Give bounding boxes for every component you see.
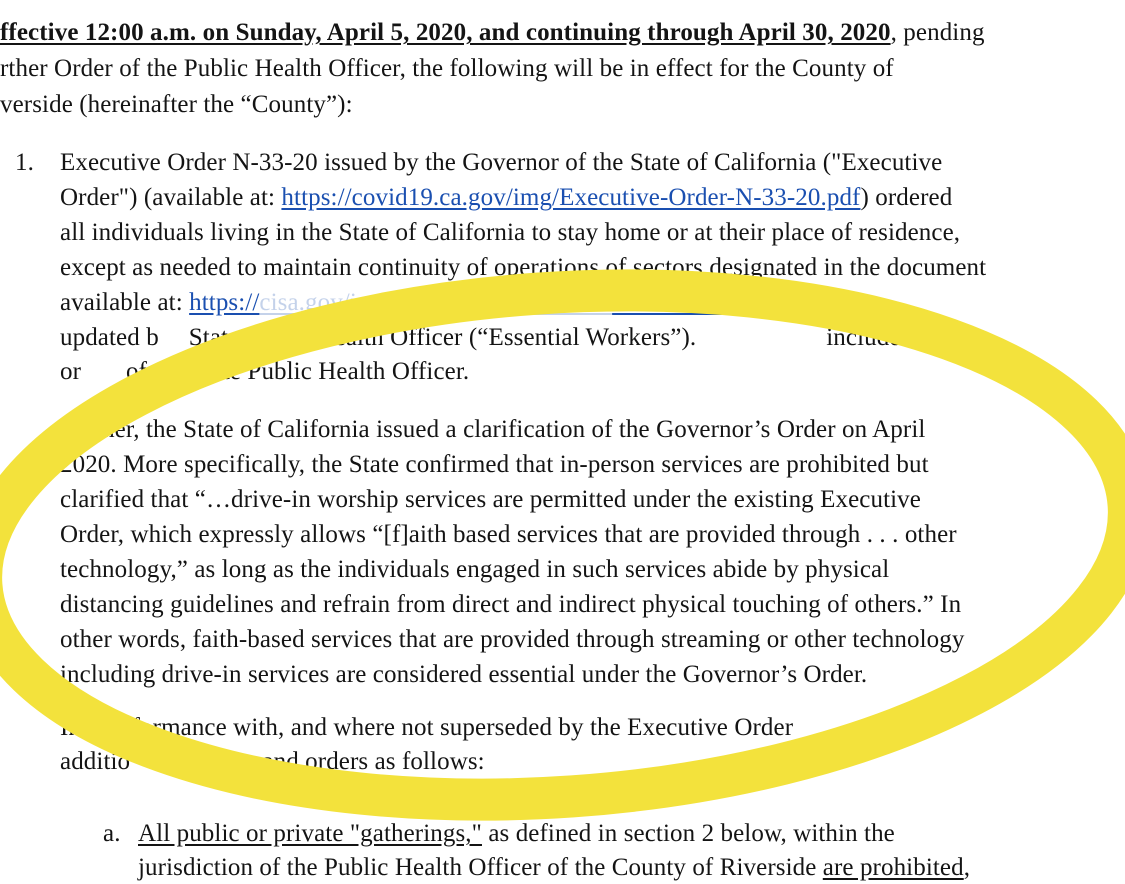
clarification-line-5: technology,” as long as the individuals engaged in such services abide by physical: [60, 556, 890, 583]
item-a-line-1: All public or private "gatherings," as defined in section 2 below, within the: [138, 820, 895, 847]
essential-workers-link[interactable]: https://cisa.gov/img/EssentialCriticalInfrastructureWorkers.pdf: [189, 289, 826, 316]
item-1-line-3: all individuals living in the State of California to stay home or at their place of residence,: [60, 219, 961, 246]
item-1-number: 1.: [15, 149, 34, 176]
clarification-line-6: distancing guidelines and refrain from direct and indirect physical touching of others.” In: [60, 591, 962, 618]
clarification-line-1: Further, the State of California issued a clarification of the Governor’s Order on April: [60, 416, 926, 443]
effective-date-text: ffective 12:00 a.m. on Sunday, April 5, 2020, and continuing through April 30, 2020: [0, 19, 891, 46]
conformance-line-1: In nformance with, and where not superseded by the Executive Order Order: [60, 714, 932, 741]
item-1-line-6: updated b State Public Health Officer (“Essential Workers”). includes all: [60, 324, 943, 351]
clarification-line-2: 2020. More specifically, the State confirmed that in-person services are prohibited but: [60, 451, 929, 478]
intro-line-2: rther Order of the Public Health Officer, the following will be in effect for the County of: [0, 55, 894, 82]
executive-order-link[interactable]: https://covid19.ca.gov/img/Executive-Order-N-33-20.pdf: [281, 184, 861, 211]
clarification-line-7: other words, faith-based services that are provided through streaming or other technology: [60, 626, 965, 653]
item-a-line-2: jurisdiction of the Public Health Officer of the County of Riverside are prohibited,: [138, 854, 971, 881]
item-1-line-7: or of the State Public Health Officer.: [60, 358, 470, 385]
item-1-line-5: available at: https://cisa.gov/img/EssentialCriticalInfrastructureWorkers.pdf) as: [60, 289, 862, 316]
intro-line-1: ffective 12:00 a.m. on Sunday, April 5, 2020, and continuing through April 30, 2020, pending: [0, 19, 985, 46]
intro-line-3: verside (hereinafter the “County”):: [0, 91, 353, 118]
item-a-letter: a.: [103, 820, 121, 847]
clarification-line-3: clarified that “…drive-in worship services are permitted under the existing Executive: [60, 486, 921, 513]
item-1-line-4: except as needed to maintain continuity of operations of sectors designated in the document: [60, 254, 987, 281]
item-1-line-2: Order") (available at: https://covid19.ca.gov/img/Executive-Order-N-33-20.pdf) ordered: [60, 184, 953, 211]
item-1-line-1: Executive Order N-33-20 issued by the Governor of the State of California ("Executive: [60, 149, 943, 176]
clarification-line-8: including drive-in services are considered essential under the Governor’s Order.: [60, 661, 868, 688]
clarification-line-4: Order, which expressly allows “[f]aith based services that are provided through . . . other: [60, 521, 957, 548]
conformance-line-2: additio ecifies and orders as follows:: [60, 748, 485, 775]
